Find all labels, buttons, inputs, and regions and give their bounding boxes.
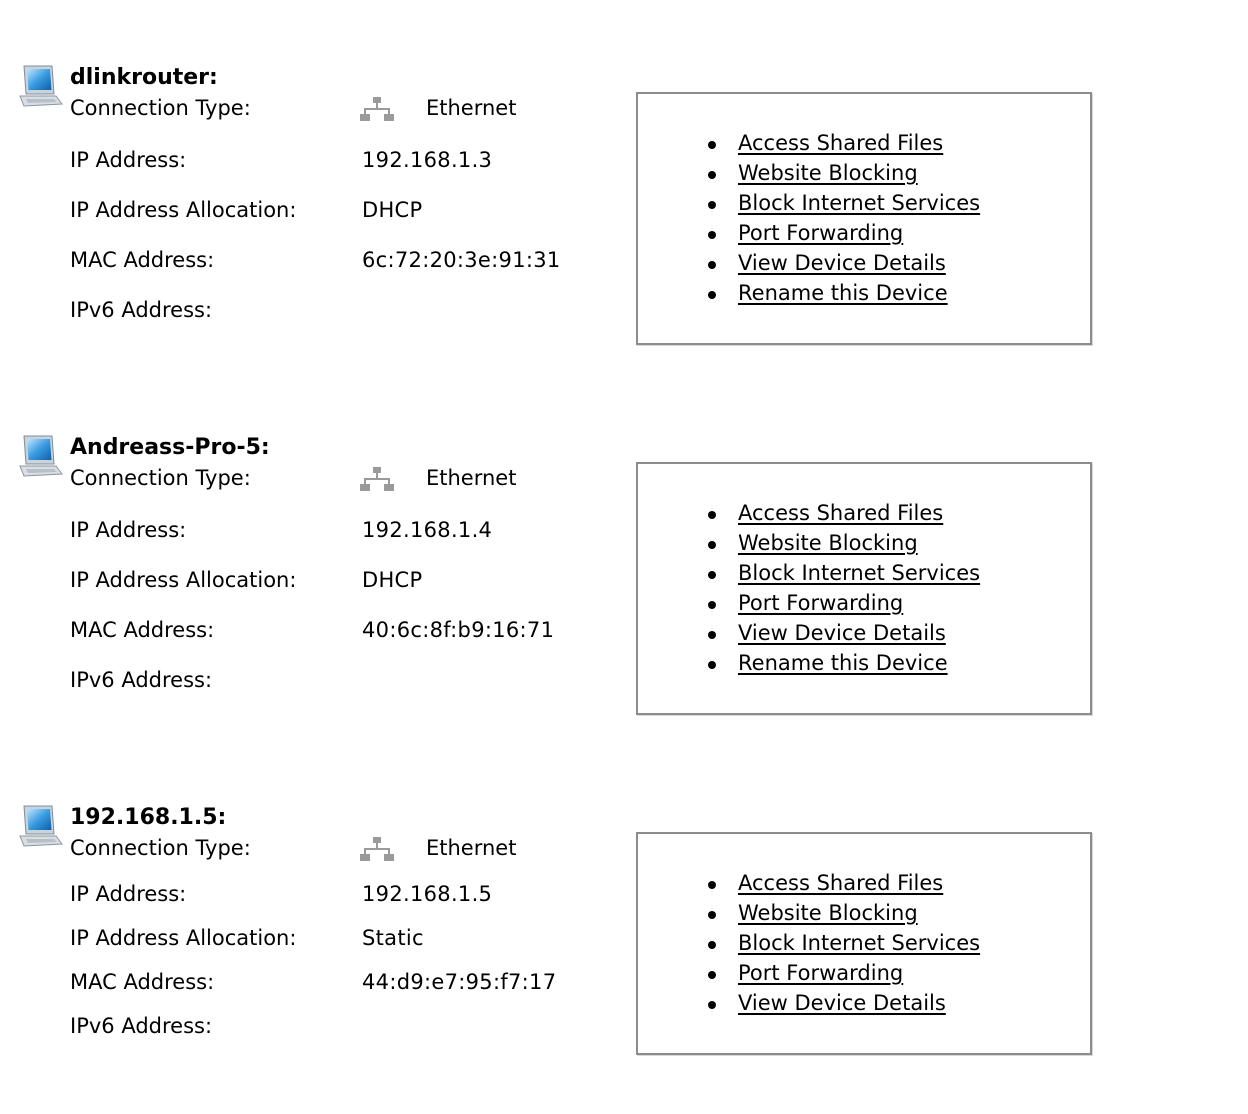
device-entry — [0, 60, 1248, 350]
access-shared-files-link[interactable]: Access Shared Files — [738, 871, 944, 895]
bullet-icon — [708, 201, 716, 209]
bullet-icon — [708, 911, 716, 919]
ip-address-value: 192.168.1.5 — [362, 882, 493, 906]
block-internet-services-link[interactable]: Block Internet Services — [738, 191, 981, 215]
bullet-icon — [708, 941, 716, 949]
connection-type-value: Ethernet — [426, 836, 517, 860]
ip-allocation-label: IP Address Allocation: — [70, 568, 297, 592]
bullet-icon — [708, 171, 716, 179]
ipv6-address-label: IPv6 Address: — [70, 668, 213, 692]
bullet-icon — [708, 631, 716, 639]
ip-address-label: IP Address: — [70, 882, 187, 906]
ip-address-value: 192.168.1.4 — [362, 518, 493, 542]
ipv6-address-label: IPv6 Address: — [70, 1014, 213, 1038]
ip-allocation-label: IP Address Allocation: — [70, 198, 297, 222]
ip-address-label: IP Address: — [70, 518, 187, 542]
bullet-icon — [708, 141, 716, 149]
website-blocking-link[interactable]: Website Blocking — [738, 901, 918, 925]
block-internet-services-link[interactable]: Block Internet Services — [738, 931, 981, 955]
view-device-details-link[interactable]: View Device Details — [738, 991, 946, 1015]
bullet-icon — [708, 261, 716, 269]
computer-icon — [16, 434, 64, 478]
device-name: Andreass-Pro-5: — [70, 435, 270, 460]
ip-allocation-value: DHCP — [362, 198, 423, 222]
bullet-icon — [708, 571, 716, 579]
device-actions-panel — [636, 832, 1092, 1055]
mac-address-label: MAC Address: — [70, 618, 215, 642]
rename-device-link[interactable]: Rename this Device — [738, 651, 948, 675]
mac-address-label: MAC Address: — [70, 248, 215, 272]
view-device-details-link[interactable]: View Device Details — [738, 251, 946, 275]
bullet-icon — [708, 291, 716, 299]
device-entry — [0, 430, 1248, 720]
computer-icon — [16, 64, 64, 108]
ip-address-label: IP Address: — [70, 148, 187, 172]
port-forwarding-link[interactable]: Port Forwarding — [738, 221, 904, 245]
rename-device-link[interactable]: Rename this Device — [738, 281, 948, 305]
connection-type-label: Connection Type: — [70, 466, 251, 490]
mac-address-value: 44:d9:e7:95:f7:17 — [362, 970, 557, 994]
mac-address-label: MAC Address: — [70, 970, 215, 994]
view-device-details-link[interactable]: View Device Details — [738, 621, 946, 645]
ip-allocation-value: DHCP — [362, 568, 423, 592]
port-forwarding-link[interactable]: Port Forwarding — [738, 961, 904, 985]
ip-allocation-label: IP Address Allocation: — [70, 926, 297, 950]
bullet-icon — [708, 601, 716, 609]
ethernet-network-icon — [360, 836, 394, 862]
bullet-icon — [708, 511, 716, 519]
bullet-icon — [708, 1001, 716, 1009]
mac-address-value: 40:6c:8f:b9:16:71 — [362, 618, 555, 642]
website-blocking-link[interactable]: Website Blocking — [738, 161, 918, 185]
connection-type-label: Connection Type: — [70, 96, 251, 120]
ethernet-network-icon — [360, 96, 394, 122]
device-entry — [0, 800, 1248, 1060]
device-name: dlinkrouter: — [70, 65, 218, 90]
ipv6-address-label: IPv6 Address: — [70, 298, 213, 322]
access-shared-files-link[interactable]: Access Shared Files — [738, 131, 944, 155]
mac-address-value: 6c:72:20:3e:91:31 — [362, 248, 561, 272]
bullet-icon — [708, 661, 716, 669]
bullet-icon — [708, 971, 716, 979]
device-actions-panel — [636, 462, 1092, 715]
computer-icon — [16, 804, 64, 848]
bullet-icon — [708, 881, 716, 889]
ethernet-network-icon — [360, 466, 394, 492]
connection-type-value: Ethernet — [426, 96, 517, 120]
ip-address-value: 192.168.1.3 — [362, 148, 493, 172]
access-shared-files-link[interactable]: Access Shared Files — [738, 501, 944, 525]
connection-type-label: Connection Type: — [70, 836, 251, 860]
port-forwarding-link[interactable]: Port Forwarding — [738, 591, 904, 615]
bullet-icon — [708, 231, 716, 239]
block-internet-services-link[interactable]: Block Internet Services — [738, 561, 981, 585]
bullet-icon — [708, 541, 716, 549]
connection-type-value: Ethernet — [426, 466, 517, 490]
device-name: 192.168.1.5: — [70, 805, 227, 830]
ip-allocation-value: Static — [362, 926, 424, 950]
device-actions-panel — [636, 92, 1092, 345]
website-blocking-link[interactable]: Website Blocking — [738, 531, 918, 555]
